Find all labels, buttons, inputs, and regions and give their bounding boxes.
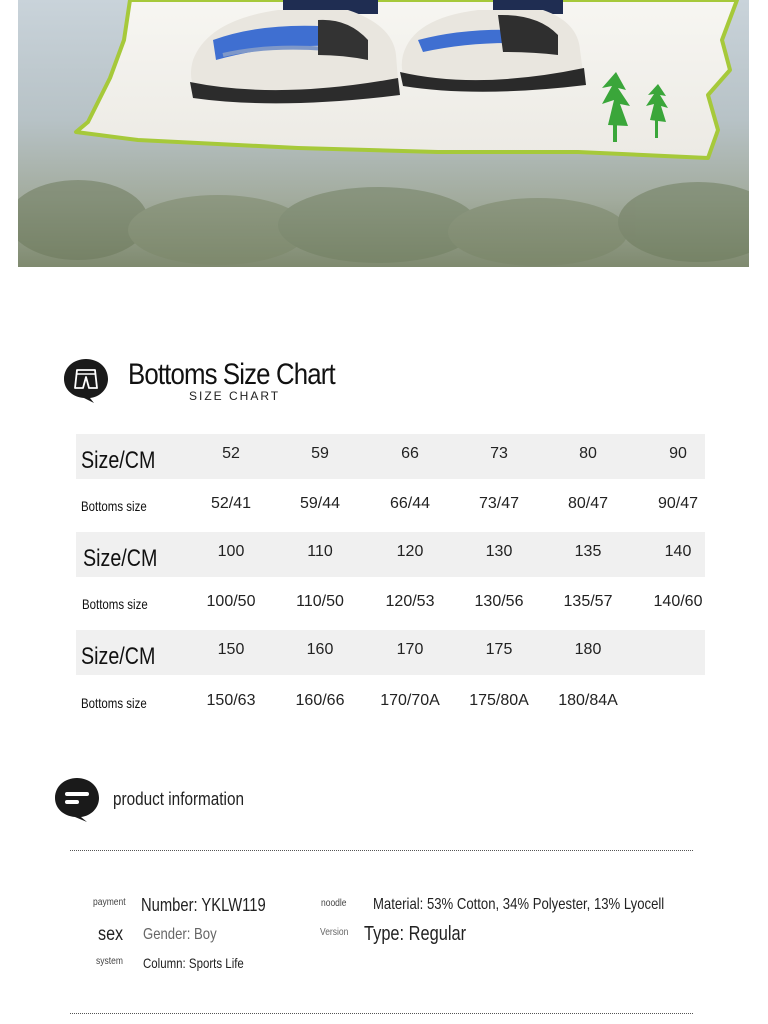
bottoms-cell: 170/70A <box>380 692 440 709</box>
size-cell: 160 <box>306 640 334 658</box>
bottoms-cell: 66/44 <box>389 494 431 512</box>
shorts-icon <box>62 357 110 404</box>
size-cell: 100 <box>217 542 245 560</box>
size-cell: 59 <box>311 444 329 462</box>
bottoms-row-label: Bottoms size <box>81 497 147 514</box>
size-cell: 66 <box>401 444 419 462</box>
bottoms-cell: 160/66 <box>295 692 345 709</box>
size-cell: 130 <box>485 542 513 560</box>
bottoms-row-label: Bottoms size <box>82 595 148 612</box>
bottoms-cell: 52/41 <box>210 494 252 512</box>
info-value: Number: YKLW119 <box>141 895 266 915</box>
hero-illustration <box>18 0 749 267</box>
size-cell: 120 <box>396 542 424 560</box>
divider <box>70 1013 693 1014</box>
speech-bubble-icon <box>53 776 101 823</box>
bottoms-row <box>76 479 705 532</box>
info-label: system <box>96 956 123 967</box>
bottoms-cell: 150/63 <box>206 692 256 709</box>
bottoms-cell: 110/50 <box>296 592 344 610</box>
size-cell: 180 <box>574 640 602 658</box>
size-chart-subtitle: SIZE CHART <box>189 389 281 403</box>
size-cell: 175 <box>485 640 513 658</box>
size-cell: 52 <box>222 444 240 462</box>
bottoms-cell: 100/50 <box>206 592 256 610</box>
bottoms-cell: 59/44 <box>299 494 341 512</box>
size-cell: 90 <box>669 444 687 462</box>
info-label: noodle <box>321 898 347 909</box>
size-cell: 110 <box>307 542 333 560</box>
size-cell <box>633 627 723 672</box>
divider <box>70 850 693 851</box>
size-cell: 73 <box>490 444 508 462</box>
bottoms-cell: 80/47 <box>567 494 609 512</box>
info-label: payment <box>93 897 126 908</box>
size-row-label: Size/CM <box>83 544 158 572</box>
bottoms-cell: 140/60 <box>653 592 703 610</box>
bottoms-cell: 130/56 <box>474 592 524 610</box>
info-label: Version <box>320 927 349 938</box>
forest-background <box>18 180 749 266</box>
hero-banner <box>18 0 749 267</box>
bottoms-cell <box>633 673 723 729</box>
bottoms-cell: 73/47 <box>478 494 520 512</box>
bottoms-cell: 180/84A <box>558 692 618 709</box>
info-value: Column: Sports Life <box>143 955 244 971</box>
size-row-label: Size/CM <box>81 642 156 670</box>
bottoms-row <box>76 577 705 630</box>
product-info-title: product information <box>113 789 244 809</box>
size-row <box>76 532 705 577</box>
size-row-label: Size/CM <box>81 446 156 474</box>
size-cell: 150 <box>217 640 245 658</box>
bottoms-row-label: Bottoms size <box>81 695 147 711</box>
bottoms-cell: 175/80A <box>469 692 529 709</box>
info-label: sex <box>98 924 124 945</box>
info-value: Material: 53% Cotton, 34% Polyester, 13% Lyocell <box>373 896 665 913</box>
info-value: Gender: Boy <box>143 926 217 943</box>
info-value: Type: Regular <box>364 923 467 945</box>
size-cell: 135 <box>574 542 602 560</box>
bottoms-cell: 120/53 <box>385 592 435 610</box>
bottoms-cell: 90/47 <box>657 494 699 512</box>
size-cell: 170 <box>396 640 424 658</box>
size-cell: 80 <box>579 444 597 462</box>
bottoms-row <box>76 675 705 731</box>
size-cell: 140 <box>664 542 692 560</box>
size-row <box>76 630 705 675</box>
size-table <box>76 434 705 731</box>
size-row <box>76 434 705 479</box>
bottoms-cell: 135/57 <box>563 592 613 610</box>
size-chart-title: Bottoms Size Chart <box>128 358 335 391</box>
